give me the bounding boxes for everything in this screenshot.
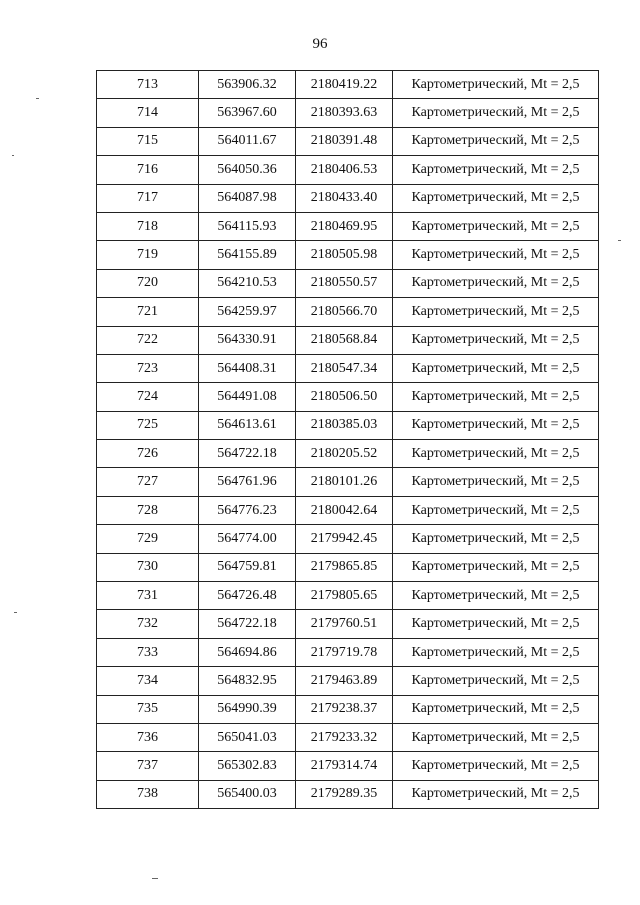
point-number-cell: 720: [97, 269, 199, 297]
table-row: [97, 298, 599, 326]
y-coordinate-cell: 2180406.53: [296, 156, 393, 184]
point-number-cell: 723: [97, 354, 199, 382]
point-number-cell: 737: [97, 752, 199, 780]
method-cell: Картометрический, Mt = 2,5: [393, 326, 599, 354]
point-number-cell: 721: [97, 298, 199, 326]
x-coordinate-cell: 565302.83: [199, 752, 296, 780]
table-row: [97, 667, 599, 695]
x-coordinate-cell: 564726.48: [199, 582, 296, 610]
y-coordinate-cell: 2180547.34: [296, 354, 393, 382]
table-row: [97, 184, 599, 212]
method-cell: Картометрический, Mt = 2,5: [393, 468, 599, 496]
table-row: [97, 241, 599, 269]
scan-speck: [14, 612, 17, 613]
point-number-cell: 727: [97, 468, 199, 496]
table-row: [97, 411, 599, 439]
x-coordinate-cell: 564210.53: [199, 269, 296, 297]
table-row: [97, 468, 599, 496]
y-coordinate-cell: 2179805.65: [296, 582, 393, 610]
table-row: [97, 383, 599, 411]
method-cell: Картометрический, Mt = 2,5: [393, 298, 599, 326]
point-number-cell: 718: [97, 212, 199, 240]
point-number-cell: 728: [97, 496, 199, 524]
point-number-cell: 729: [97, 525, 199, 553]
y-coordinate-cell: 2180469.95: [296, 212, 393, 240]
point-number-cell: 724: [97, 383, 199, 411]
y-coordinate-cell: 2179719.78: [296, 638, 393, 666]
y-coordinate-cell: 2180419.22: [296, 71, 393, 99]
table-row: [97, 99, 599, 127]
x-coordinate-cell: 565041.03: [199, 723, 296, 751]
table-row: [97, 780, 599, 808]
method-cell: Картометрический, Mt = 2,5: [393, 553, 599, 581]
table-row: [97, 326, 599, 354]
table-row: [97, 156, 599, 184]
y-coordinate-cell: 2180505.98: [296, 241, 393, 269]
point-number-cell: 725: [97, 411, 199, 439]
y-coordinate-cell: 2179463.89: [296, 667, 393, 695]
point-number-cell: 714: [97, 99, 199, 127]
x-coordinate-cell: 564330.91: [199, 326, 296, 354]
method-cell: Картометрический, Mt = 2,5: [393, 99, 599, 127]
table-row: [97, 553, 599, 581]
table-row: [97, 269, 599, 297]
method-cell: Картометрический, Mt = 2,5: [393, 127, 599, 155]
x-coordinate-cell: 564087.98: [199, 184, 296, 212]
method-cell: Картометрический, Mt = 2,5: [393, 780, 599, 808]
method-cell: Картометрический, Mt = 2,5: [393, 184, 599, 212]
method-cell: Картометрический, Mt = 2,5: [393, 723, 599, 751]
method-cell: Картометрический, Mt = 2,5: [393, 71, 599, 99]
method-cell: Картометрический, Mt = 2,5: [393, 411, 599, 439]
x-coordinate-cell: 564722.18: [199, 440, 296, 468]
y-coordinate-cell: 2179289.35: [296, 780, 393, 808]
y-coordinate-cell: 2180393.63: [296, 99, 393, 127]
point-number-cell: 735: [97, 695, 199, 723]
scan-speck: [12, 155, 14, 156]
y-coordinate-cell: 2179233.32: [296, 723, 393, 751]
y-coordinate-cell: 2180101.26: [296, 468, 393, 496]
point-number-cell: 715: [97, 127, 199, 155]
x-coordinate-cell: 564491.08: [199, 383, 296, 411]
y-coordinate-cell: 2179865.85: [296, 553, 393, 581]
table-row: [97, 695, 599, 723]
method-cell: Картометрический, Mt = 2,5: [393, 383, 599, 411]
scan-speck: [152, 878, 158, 879]
method-cell: Картометрический, Mt = 2,5: [393, 582, 599, 610]
table-row: [97, 638, 599, 666]
method-cell: Картометрический, Mt = 2,5: [393, 525, 599, 553]
x-coordinate-cell: 564408.31: [199, 354, 296, 382]
point-number-cell: 732: [97, 610, 199, 638]
method-cell: Картометрический, Mt = 2,5: [393, 241, 599, 269]
y-coordinate-cell: 2179314.74: [296, 752, 393, 780]
x-coordinate-cell: 564011.67: [199, 127, 296, 155]
table-row: [97, 496, 599, 524]
table-row: [97, 127, 599, 155]
method-cell: Картометрический, Mt = 2,5: [393, 638, 599, 666]
y-coordinate-cell: 2179238.37: [296, 695, 393, 723]
table-row: [97, 71, 599, 99]
point-number-cell: 730: [97, 553, 199, 581]
x-coordinate-cell: 564761.96: [199, 468, 296, 496]
method-cell: Картометрический, Mt = 2,5: [393, 752, 599, 780]
table-row: [97, 440, 599, 468]
point-number-cell: 726: [97, 440, 199, 468]
table-row: [97, 525, 599, 553]
x-coordinate-cell: 564759.81: [199, 553, 296, 581]
y-coordinate-cell: 2180566.70: [296, 298, 393, 326]
coordinates-table: [96, 70, 599, 809]
table-row: [97, 723, 599, 751]
y-coordinate-cell: 2180550.57: [296, 269, 393, 297]
x-coordinate-cell: 565400.03: [199, 780, 296, 808]
method-cell: Картометрический, Mt = 2,5: [393, 354, 599, 382]
point-number-cell: 733: [97, 638, 199, 666]
scan-speck: [36, 98, 39, 99]
y-coordinate-cell: 2180205.52: [296, 440, 393, 468]
point-number-cell: 719: [97, 241, 199, 269]
method-cell: Картометрический, Mt = 2,5: [393, 156, 599, 184]
method-cell: Картометрический, Mt = 2,5: [393, 440, 599, 468]
point-number-cell: 736: [97, 723, 199, 751]
table-row: [97, 582, 599, 610]
y-coordinate-cell: 2180042.64: [296, 496, 393, 524]
method-cell: Картометрический, Mt = 2,5: [393, 269, 599, 297]
y-coordinate-cell: 2180433.40: [296, 184, 393, 212]
point-number-cell: 738: [97, 780, 199, 808]
x-coordinate-cell: 564613.61: [199, 411, 296, 439]
point-number-cell: 717: [97, 184, 199, 212]
point-number-cell: 734: [97, 667, 199, 695]
y-coordinate-cell: 2179942.45: [296, 525, 393, 553]
x-coordinate-cell: 564776.23: [199, 496, 296, 524]
method-cell: Картометрический, Mt = 2,5: [393, 667, 599, 695]
method-cell: Картометрический, Mt = 2,5: [393, 610, 599, 638]
table-row: [97, 610, 599, 638]
x-coordinate-cell: 564694.86: [199, 638, 296, 666]
point-number-cell: 713: [97, 71, 199, 99]
coordinates-table-body: [97, 71, 599, 809]
x-coordinate-cell: 564832.95: [199, 667, 296, 695]
table-row: [97, 212, 599, 240]
method-cell: Картометрический, Mt = 2,5: [393, 212, 599, 240]
point-number-cell: 716: [97, 156, 199, 184]
x-coordinate-cell: 564990.39: [199, 695, 296, 723]
x-coordinate-cell: 564722.18: [199, 610, 296, 638]
y-coordinate-cell: 2180568.84: [296, 326, 393, 354]
x-coordinate-cell: 564259.97: [199, 298, 296, 326]
x-coordinate-cell: 563906.32: [199, 71, 296, 99]
x-coordinate-cell: 564115.93: [199, 212, 296, 240]
y-coordinate-cell: 2180385.03: [296, 411, 393, 439]
point-number-cell: 722: [97, 326, 199, 354]
point-number-cell: 731: [97, 582, 199, 610]
y-coordinate-cell: 2180391.48: [296, 127, 393, 155]
table-row: [97, 752, 599, 780]
x-coordinate-cell: 564774.00: [199, 525, 296, 553]
y-coordinate-cell: 2179760.51: [296, 610, 393, 638]
x-coordinate-cell: 564050.36: [199, 156, 296, 184]
y-coordinate-cell: 2180506.50: [296, 383, 393, 411]
method-cell: Картометрический, Mt = 2,5: [393, 695, 599, 723]
x-coordinate-cell: 563967.60: [199, 99, 296, 127]
table-row: [97, 354, 599, 382]
method-cell: Картометрический, Mt = 2,5: [393, 496, 599, 524]
scan-speck: [618, 240, 621, 241]
x-coordinate-cell: 564155.89: [199, 241, 296, 269]
page-number: 96: [312, 36, 328, 52]
